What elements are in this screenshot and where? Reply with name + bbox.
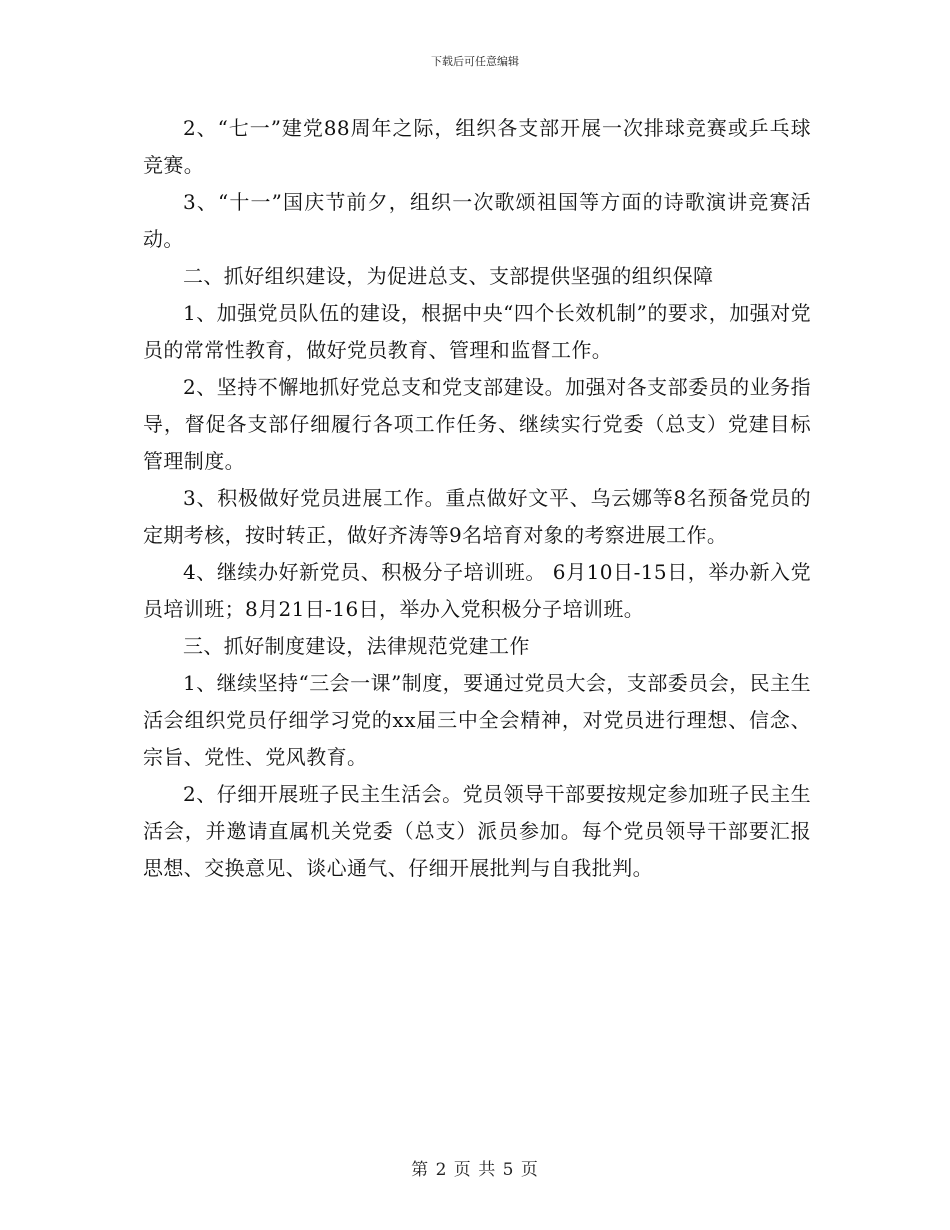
- paragraph: 2、“七一”建党88周年之际，组织各支部开展一次排球竞赛或乒乓球竞赛。: [143, 116, 811, 177]
- header-note: 下载后可任意编辑: [431, 55, 519, 68]
- section-heading: 二、抓好组织建设，为促进总支、支部提供坚强的组织保障: [183, 264, 714, 288]
- section-heading: 三、抓好制度建设，法律规范党建工作: [183, 634, 530, 658]
- paragraph: 3、积极做好党员进展工作。重点做好文平、乌云娜等8名预备党员的定期考核，按时转正，做好齐涛等9名培育对象的考察进展工作。: [143, 486, 811, 547]
- document-body: [143, 110, 811, 887]
- paragraph: 2、仔细开展班子民主生活会。党员领导干部要按规定参加班子民主生活会，并邀请直属机关党委（总支）派员参加。每个党员领导干部要汇报思想、交换意见、谈心通气、仔细开展批判与自我批判。: [143, 782, 811, 880]
- paragraph: 3、“十一”国庆节前夕，组织一次歌颂祖国等方面的诗歌演讲竞赛活动。: [143, 190, 811, 251]
- paragraph: 1、加强党员队伍的建设，根据中央“四个长效机制”的要求，加强对党员的常常性教育，做好党员教育、管理和监督工作。: [143, 301, 811, 362]
- paragraph: 2、坚持不懈地抓好党总支和党支部建设。加强对各支部委员的业务指导，督促各支部仔细履行各项工作任务、继续实行党委（总支）党建目标管理制度。: [143, 375, 811, 473]
- paragraph: 1、继续坚持“三会一课”制度，要通过党员大会，支部委员会，民主生活会组织党员仔细学习党的xx届三中全会精神，对党员进行理想、信念、宗旨、党性、党风教育。: [143, 671, 811, 769]
- page-number: 第 2 页 共 5 页: [411, 1160, 539, 1180]
- paragraph: 4、继续办好新党员、积极分子培训班。 6月10日-15日，举办新入党员培训班；8月21日-16日，举办入党积极分子培训班。: [143, 560, 811, 621]
